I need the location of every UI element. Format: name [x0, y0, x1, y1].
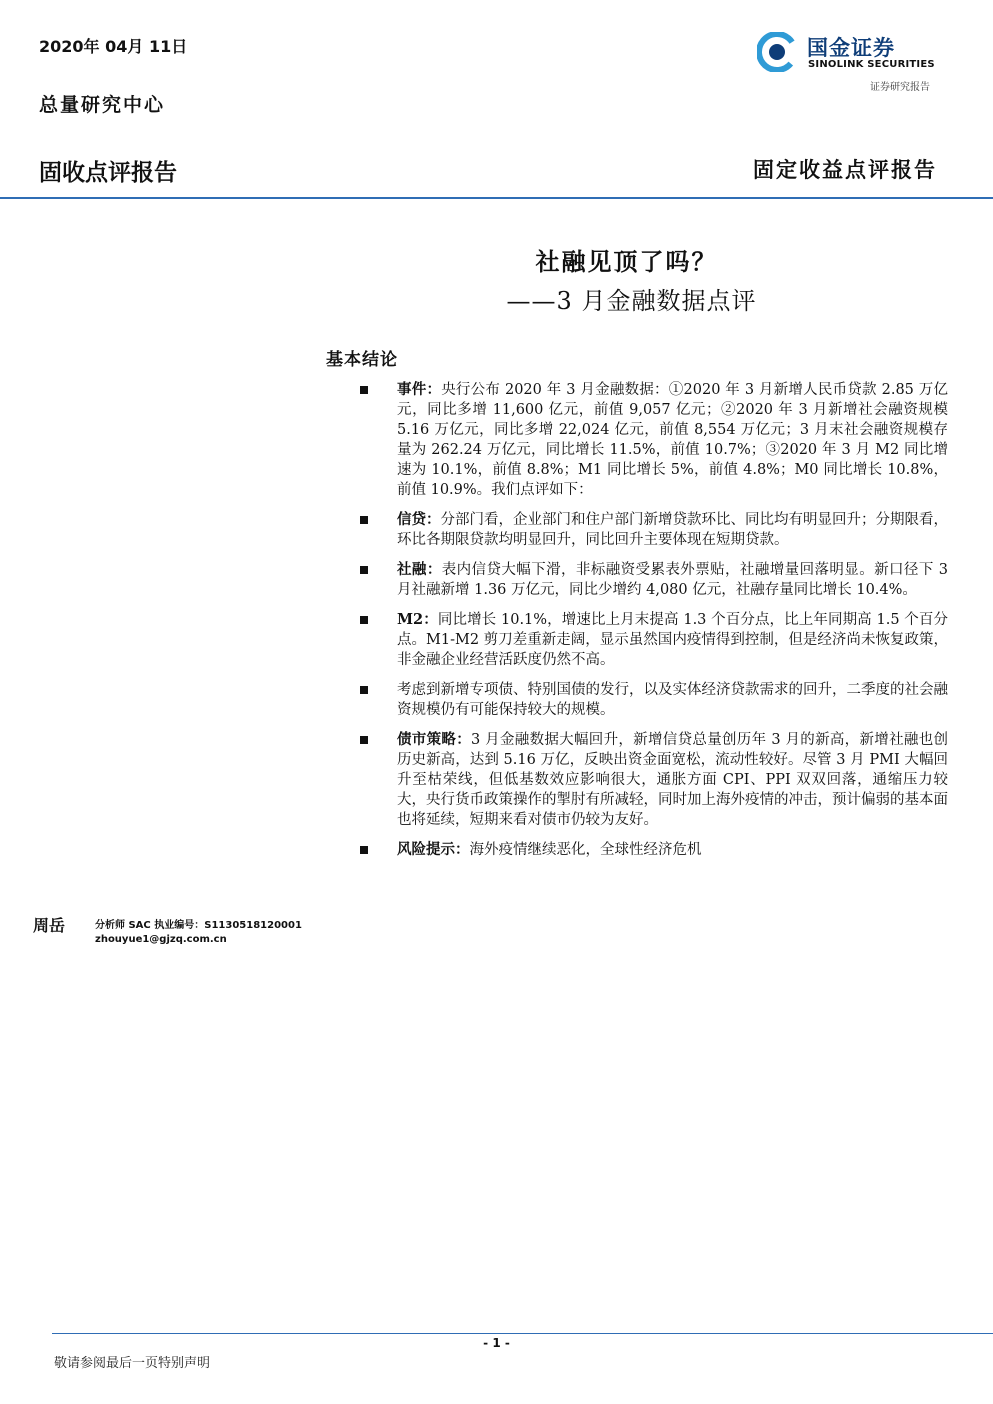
logo-mark-icon — [757, 32, 797, 72]
report-subtitle: ——3 月金融数据点评 — [506, 287, 757, 315]
report-type-right: 固定收益点评报告 — [753, 157, 937, 182]
page-number: - 1 - — [483, 1336, 510, 1350]
bullet-label: 债市策略： — [397, 731, 472, 748]
list-item — [360, 730, 948, 830]
square-bullet-icon — [360, 686, 368, 694]
logo-cn-text: 国金证券 — [807, 36, 895, 60]
logo-en-text: SINOLINK SECURITIES — [808, 59, 935, 70]
bullet-label: 社融： — [397, 561, 442, 578]
list-item — [360, 610, 948, 670]
report-title: 社融见顶了吗？ — [535, 247, 718, 276]
bullet-text: 海外疫情继续恶化，全球性经济危机 — [469, 842, 702, 858]
square-bullet-icon — [360, 736, 368, 744]
bullet-text: 同比增长 10.1%，增速比上月末提高 1.3 个百分点，比上年同期高 1.5 个百分点。M1-M2 剪刀差重新走阔，显示虽然国内疫情得到控制，但是经济尚未恢复政策，非金融企业经营活跃度仍然不高。 — [397, 612, 948, 668]
logo-subtitle: 证券研究报告 — [870, 82, 930, 93]
bullet-text: 3 月金融数据大幅回升，新增信贷总量创历年 3 月的新高，新增社融也创历史新高，达到 5.16 万亿，反映出资金面宽松，流动性较好。尽管 3 月 PMI 大幅回升至枯荣线，但低基数效应影响很大，通胀方面 CPI、PPI 双双回落，通缩压力较大，央行货币政策操作的掣肘有所减轻，同时加上海外疫情的冲击，预计偏弱的基本面也将延续，短期来看对债市仍较为友好。 — [397, 732, 948, 828]
square-bullet-icon — [360, 566, 368, 574]
bullet-text: 分部门看，企业部门和住户部门新增贷款环比、同比均有明显回升；分期限看，环比各期限贷款均明显回升，同比回升主要体现在短期贷款。 — [397, 512, 948, 548]
list-item — [360, 840, 948, 860]
report-type-left: 固收点评报告 — [39, 160, 177, 186]
list-item — [360, 560, 948, 600]
bullet-label: M2： — [397, 611, 438, 628]
analyst-info — [95, 919, 302, 947]
square-bullet-icon — [360, 846, 368, 854]
report-date: 2020年 04月 11日 — [39, 37, 188, 56]
list-item — [360, 380, 948, 500]
list-item — [360, 680, 948, 720]
bullet-text: 考虑到新增专项债、特别国债的发行，以及实体经济贷款需求的回升，二季度的社会融资规模仍有可能保持较大的规模。 — [397, 682, 948, 718]
list-item — [360, 510, 948, 550]
department-name: 总量研究中心 — [39, 94, 166, 116]
bullet-label: 风险提示： — [397, 841, 470, 858]
bullet-label: 信贷： — [397, 511, 441, 528]
header-divider — [0, 197, 993, 199]
analyst-email[interactable]: zhouyue1@gjzq.com.cn — [95, 934, 227, 945]
square-bullet-icon — [360, 516, 368, 524]
section-title: 基本结论 — [326, 350, 398, 370]
square-bullet-icon — [360, 616, 368, 624]
company-logo — [757, 30, 947, 74]
square-bullet-icon — [360, 386, 368, 394]
analyst-name: 周岳 — [33, 916, 66, 935]
footer-divider — [52, 1333, 993, 1334]
analyst-cert: 分析师 SAC 执业编号：S1130518120001 — [95, 920, 302, 931]
bullet-text: 表内信贷大幅下滑，非标融资受累表外票贴，社融增量回落明显。新口径下 3 月社融新增 1.36 万亿元，同比少增约 4,080 亿元，社融存量同比增长 10.4%。 — [397, 562, 948, 598]
footer-disclaimer: 敬请参阅最后一页特别声明 — [54, 1356, 211, 1371]
bullet-text: 央行公布 2020 年 3 月金融数据：①2020 年 3 月新增人民币贷款 2.85 万亿元，同比多增 11,600 亿元，前值 9,057 亿元；②2020 年 3 月新增社会融资规模 5.16 万亿元，同比多增 22,024 亿元，前值 8,554 万亿元；3 月末社会融资规模存量为 262.24 万亿元，同比增长 11.5%，前值 10.7%；③2020 年 3 月 M2 同比增速为 10.1%，前值 8.8%；M1 同比增长 5%，前值 4.8%；M0 同比增长 10.8%，前值 10.9%。我们点评如下： — [397, 382, 948, 498]
bullet-label: 事件： — [397, 381, 442, 398]
conclusion-list — [360, 380, 948, 870]
